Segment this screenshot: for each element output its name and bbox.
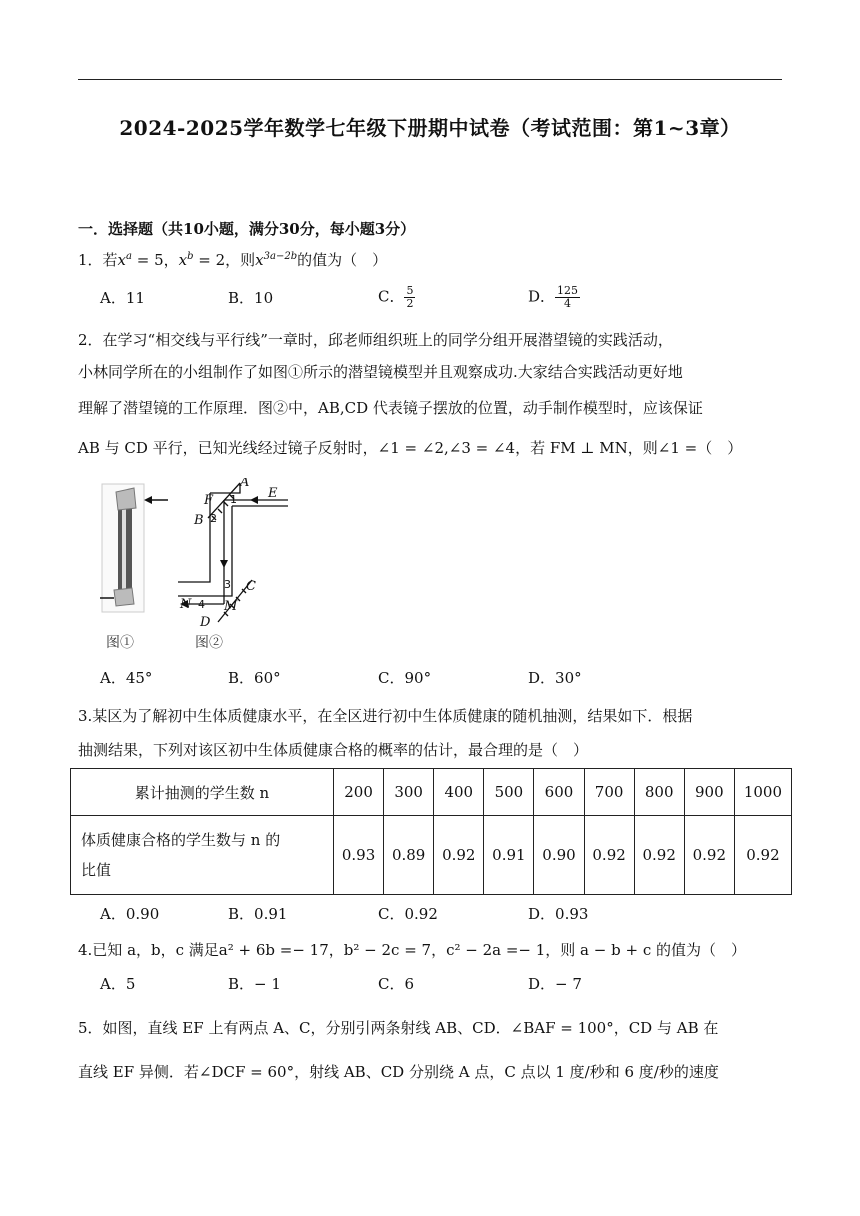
periscope-photo: [100, 484, 168, 612]
angle-1-label: 1: [230, 493, 237, 506]
q2-option-a: A．45°: [100, 669, 153, 687]
q4-option-c: C．6: [378, 975, 415, 993]
question-2-line-2: 小林同学所在的小组制作了如图①所示的潜望镜模型并且观察成功.大家结合实践活动更好地: [78, 363, 683, 381]
q2-option-b: B．60°: [228, 669, 281, 687]
table-header-cell: 累计抽测的学生数 n: [71, 769, 334, 816]
figure-2-caption: 图②: [195, 635, 223, 651]
table-row: [71, 816, 792, 895]
table-cell: 600: [534, 769, 584, 816]
fraction: $\frac{5}{2}$: [406, 284, 414, 310]
table-header-cell: 体质健康合格的学生数与 n 的 比值: [71, 816, 334, 895]
header-rule: [78, 79, 782, 80]
table-cell: 1000: [734, 769, 791, 816]
section-heading: 一．选择题（共10小题，满分30分，每小题3分）: [78, 220, 416, 238]
q2-option-d: D．30°: [528, 669, 582, 687]
label-e: E: [268, 486, 278, 501]
table-cell: 0.92: [584, 816, 634, 895]
table-cell: 300: [384, 769, 434, 816]
table-cell: 0.89: [384, 816, 434, 895]
question-3-line-2: 抽测结果，下列对该区初中生体质健康合格的概率的估计，最合理的是（ ）: [78, 741, 589, 759]
fraction: $\frac{125}{4}$: [557, 284, 579, 310]
question-1-stem: 1．若$x^a = 5$，$x^b = 2$，则$x^{3a-2b}$的值为（ ）: [78, 251, 388, 269]
q3-option-d: D．0.93: [528, 905, 589, 923]
table-cell: 0.92: [684, 816, 734, 895]
q3-option-a: A．0.90: [100, 905, 160, 923]
table-cell: 0.93: [334, 816, 384, 895]
label-f: F: [204, 493, 214, 508]
table-cell: 0.92: [434, 816, 484, 895]
label-a: A: [240, 478, 250, 490]
q4-option-d: D．− 7: [528, 975, 582, 993]
table-cell: 500: [484, 769, 534, 816]
label-b: B: [194, 513, 204, 528]
question-3-line-1: 3.某区为了解初中生体质健康水平，在全区进行初中生体质健康的随机抽测，结果如下．根据: [78, 707, 693, 725]
angle-2-label: 2: [210, 512, 217, 525]
question-2-line-1: 2．在学习“相交线与平行线”一章时，邱老师组织班上的同学分组开展潜望镜的实践活动，: [78, 331, 673, 349]
label-m: M: [224, 599, 238, 614]
periscope-figures: [100, 478, 320, 632]
question-4-stem: 4.已知 a，b，c 满足a² + 6b =− 17，b² − 2c = 7，c² − 2a =− 1，则 a − b + c 的值为（ ）: [78, 941, 746, 959]
label-n: N: [180, 597, 192, 612]
question-2-line-3: 理解了潜望镜的工作原理．图②中，AB,CD 代表镜子摆放的位置，动手制作模型时，应该保证: [78, 399, 703, 417]
angle-3-label: 3: [224, 578, 231, 591]
figure-1-caption: 图①: [106, 635, 134, 651]
table-cell: 0.90: [534, 816, 584, 895]
table-cell: 400: [434, 769, 484, 816]
table-cell: 0.92: [634, 816, 684, 895]
question-2-line-4: AB 与 CD 平行，已知光线经过镜子反射时，∠1 = ∠2,∠3 = ∠4，若 FM ⊥ MN，则∠1 =（ ）: [78, 439, 743, 457]
table-cell: 700: [584, 769, 634, 816]
label-c: C: [246, 579, 256, 594]
table-row: [71, 769, 792, 816]
periscope-diagram: [100, 478, 320, 628]
question-5-line-2: 直线 EF 异侧．若∠DCF = 60°，射线 AB、CD 分别绕 A 点，C 点以 1 度/秒和 6 度/秒的速度: [78, 1063, 719, 1081]
q4-option-b: B．− 1: [228, 975, 281, 993]
q4-option-a: A．5: [100, 975, 136, 993]
q1-option-a: A．11: [100, 289, 145, 307]
table-cell: 0.91: [484, 816, 534, 895]
page-title: 2024-2025学年数学七年级下册期中试卷（考试范围：第1~3章）: [119, 116, 741, 140]
table-cell: 0.92: [734, 816, 791, 895]
angle-4-label: 4: [198, 598, 205, 611]
table-cell: 900: [684, 769, 734, 816]
q1-option-d: D． $\frac{125}{4}$: [528, 284, 579, 310]
sample-table: [70, 768, 792, 895]
table-cell: 800: [634, 769, 684, 816]
label-d: D: [200, 615, 211, 628]
q1-option-b: B．10: [228, 289, 274, 307]
q1-option-c: C． $\frac{5}{2}$: [378, 284, 414, 310]
table-cell: 200: [334, 769, 384, 816]
q3-option-b: B．0.91: [228, 905, 288, 923]
q2-option-c: C．90°: [378, 669, 432, 687]
q3-option-c: C．0.92: [378, 905, 438, 923]
question-5-line-1: 5．如图，直线 EF 上有两点 A、C，分别引两条射线 AB、CD．∠BAF = 100°，CD 与 AB 在: [78, 1019, 719, 1037]
